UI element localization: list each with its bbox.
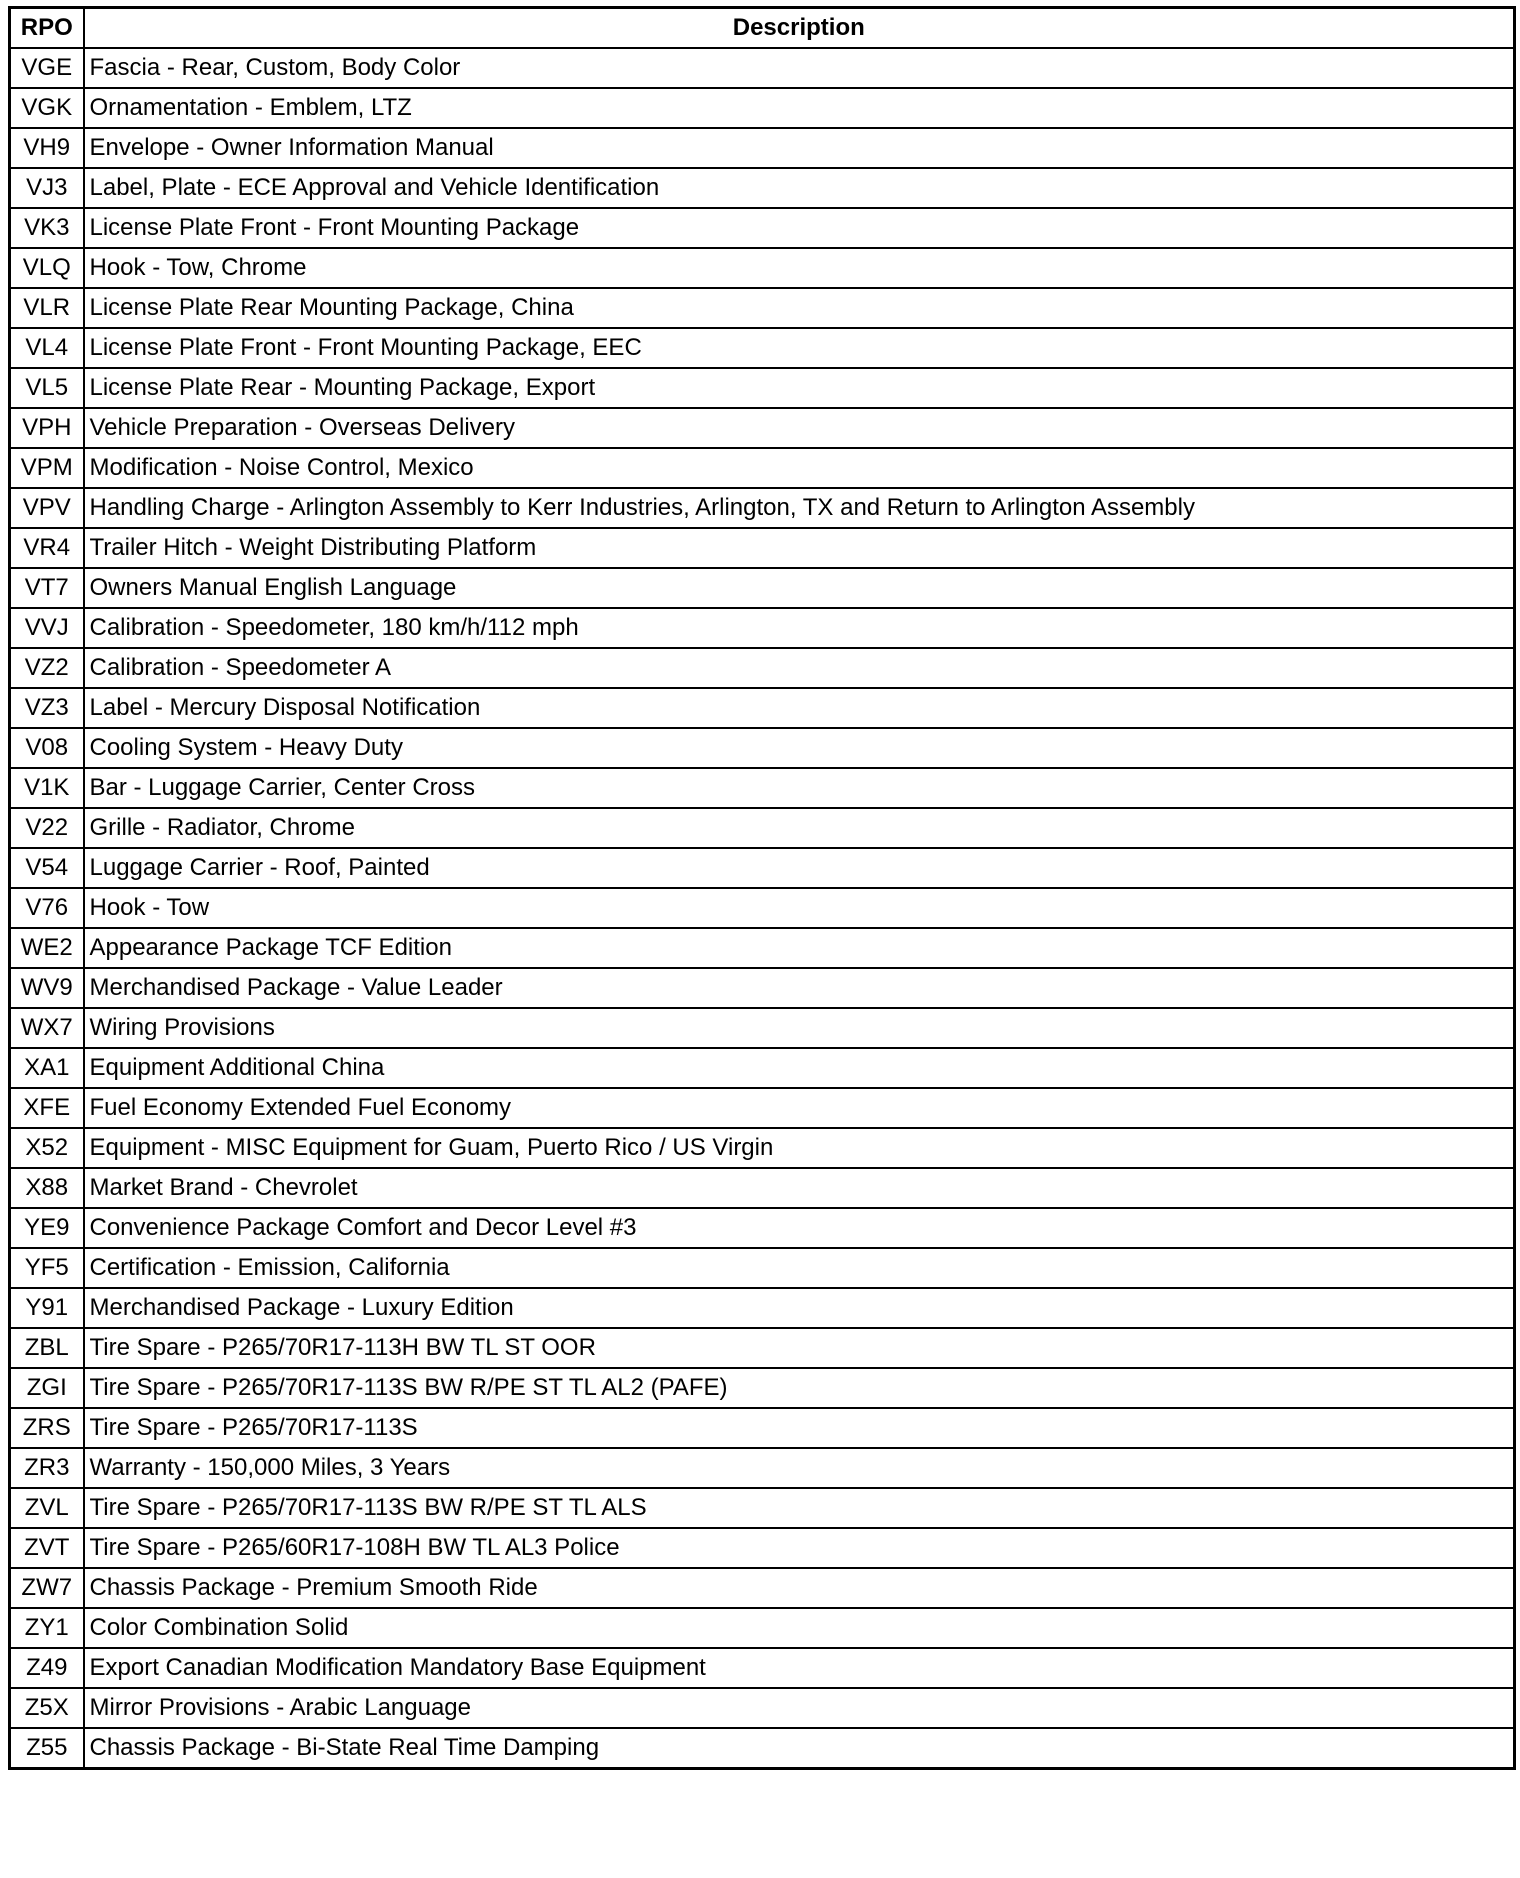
table-row bbox=[10, 1408, 1515, 1448]
header-row bbox=[10, 8, 1515, 49]
description-cell: Modification - Noise Control, Mexico bbox=[84, 448, 1515, 488]
rpo-code-cell: ZGI bbox=[10, 1368, 84, 1408]
description-cell: Chassis Package - Bi-State Real Time Damping bbox=[84, 1728, 1515, 1769]
description-cell: Bar - Luggage Carrier, Center Cross bbox=[84, 768, 1515, 808]
description-cell: Label - Mercury Disposal Notification bbox=[84, 688, 1515, 728]
rpo-code-cell: XA1 bbox=[10, 1048, 84, 1088]
table-row bbox=[10, 1368, 1515, 1408]
description-cell: Owners Manual English Language bbox=[84, 568, 1515, 608]
rpo-code-cell: VH9 bbox=[10, 128, 84, 168]
rpo-code-cell: ZVL bbox=[10, 1488, 84, 1528]
column-header-rpo: RPO bbox=[10, 8, 84, 49]
description-cell: Hook - Tow, Chrome bbox=[84, 248, 1515, 288]
rpo-code-cell: VZ3 bbox=[10, 688, 84, 728]
table-row bbox=[10, 408, 1515, 448]
description-cell: Equipment Additional China bbox=[84, 1048, 1515, 1088]
rpo-code-cell: X52 bbox=[10, 1128, 84, 1168]
rpo-code-cell: WE2 bbox=[10, 928, 84, 968]
rpo-code-cell: ZBL bbox=[10, 1328, 84, 1368]
table-row bbox=[10, 1008, 1515, 1048]
table-row bbox=[10, 768, 1515, 808]
description-cell: License Plate Rear - Mounting Package, Export bbox=[84, 368, 1515, 408]
rpo-code-cell: ZRS bbox=[10, 1408, 84, 1448]
table-row bbox=[10, 128, 1515, 168]
table-row bbox=[10, 1248, 1515, 1288]
description-cell: Tire Spare - P265/60R17-108H BW TL AL3 Police bbox=[84, 1528, 1515, 1568]
table-row bbox=[10, 1208, 1515, 1248]
rpo-code-cell: VLQ bbox=[10, 248, 84, 288]
rpo-code-cell: V1K bbox=[10, 768, 84, 808]
table-row bbox=[10, 968, 1515, 1008]
rpo-code-cell: YE9 bbox=[10, 1208, 84, 1248]
description-cell: Convenience Package Comfort and Decor Level #3 bbox=[84, 1208, 1515, 1248]
description-cell: Label, Plate - ECE Approval and Vehicle Identification bbox=[84, 168, 1515, 208]
description-cell: Fascia - Rear, Custom, Body Color bbox=[84, 48, 1515, 88]
table-row bbox=[10, 248, 1515, 288]
table-row bbox=[10, 288, 1515, 328]
description-cell: Luggage Carrier - Roof, Painted bbox=[84, 848, 1515, 888]
rpo-code-cell: YF5 bbox=[10, 1248, 84, 1288]
table-row bbox=[10, 648, 1515, 688]
rpo-code-cell: VL5 bbox=[10, 368, 84, 408]
table-row bbox=[10, 1128, 1515, 1168]
table-row bbox=[10, 488, 1515, 528]
rpo-code-cell: VT7 bbox=[10, 568, 84, 608]
document-page bbox=[8, 6, 1513, 1770]
table-row bbox=[10, 88, 1515, 128]
rpo-code-cell: Z5X bbox=[10, 1688, 84, 1728]
rpo-code-cell: X88 bbox=[10, 1168, 84, 1208]
description-cell: Tire Spare - P265/70R17-113S BW R/PE ST TL AL2 (PAFE) bbox=[84, 1368, 1515, 1408]
rpo-code-cell: VPV bbox=[10, 488, 84, 528]
rpo-code-cell: Z55 bbox=[10, 1728, 84, 1769]
description-cell: Equipment - MISC Equipment for Guam, Puerto Rico / US Virgin bbox=[84, 1128, 1515, 1168]
table-row bbox=[10, 1088, 1515, 1128]
table-row bbox=[10, 1568, 1515, 1608]
rpo-code-cell: VR4 bbox=[10, 528, 84, 568]
table-header bbox=[10, 8, 1515, 49]
description-cell: Handling Charge - Arlington Assembly to Kerr Industries, Arlington, TX and Return to Arlington Assembly bbox=[84, 488, 1515, 528]
table-row bbox=[10, 1328, 1515, 1368]
description-cell: Certification - Emission, California bbox=[84, 1248, 1515, 1288]
description-cell: Calibration - Speedometer, 180 km/h/112 mph bbox=[84, 608, 1515, 648]
description-cell: Fuel Economy Extended Fuel Economy bbox=[84, 1088, 1515, 1128]
rpo-code-cell: ZR3 bbox=[10, 1448, 84, 1488]
description-cell: License Plate Front - Front Mounting Package bbox=[84, 208, 1515, 248]
table-row bbox=[10, 328, 1515, 368]
rpo-code-cell: VZ2 bbox=[10, 648, 84, 688]
description-cell: License Plate Rear Mounting Package, China bbox=[84, 288, 1515, 328]
table-row bbox=[10, 568, 1515, 608]
table-body bbox=[10, 48, 1515, 1769]
rpo-code-cell: VK3 bbox=[10, 208, 84, 248]
rpo-code-cell: ZVT bbox=[10, 1528, 84, 1568]
table-row bbox=[10, 168, 1515, 208]
table-row bbox=[10, 1728, 1515, 1769]
description-cell: Calibration - Speedometer A bbox=[84, 648, 1515, 688]
description-cell: Appearance Package TCF Edition bbox=[84, 928, 1515, 968]
rpo-code-cell: VL4 bbox=[10, 328, 84, 368]
table-row bbox=[10, 1048, 1515, 1088]
table-row bbox=[10, 1528, 1515, 1568]
table-row bbox=[10, 808, 1515, 848]
table-row bbox=[10, 1168, 1515, 1208]
table-row bbox=[10, 48, 1515, 88]
table-row bbox=[10, 368, 1515, 408]
table-row bbox=[10, 848, 1515, 888]
rpo-code-cell: VVJ bbox=[10, 608, 84, 648]
rpo-code-cell: VLR bbox=[10, 288, 84, 328]
description-cell: Merchandised Package - Luxury Edition bbox=[84, 1288, 1515, 1328]
rpo-code-cell: ZY1 bbox=[10, 1608, 84, 1648]
description-cell: Hook - Tow bbox=[84, 888, 1515, 928]
table-row bbox=[10, 448, 1515, 488]
description-cell: Ornamentation - Emblem, LTZ bbox=[84, 88, 1515, 128]
description-cell: Vehicle Preparation - Overseas Delivery bbox=[84, 408, 1515, 448]
table-row bbox=[10, 208, 1515, 248]
description-cell: License Plate Front - Front Mounting Package, EEC bbox=[84, 328, 1515, 368]
rpo-code-cell: VGK bbox=[10, 88, 84, 128]
rpo-code-cell: V76 bbox=[10, 888, 84, 928]
table-row bbox=[10, 1288, 1515, 1328]
rpo-code-cell: V54 bbox=[10, 848, 84, 888]
description-cell: Tire Spare - P265/70R17-113S BW R/PE ST TL ALS bbox=[84, 1488, 1515, 1528]
table-row bbox=[10, 688, 1515, 728]
rpo-code-cell: V22 bbox=[10, 808, 84, 848]
rpo-code-cell: Z49 bbox=[10, 1648, 84, 1688]
description-cell: Grille - Radiator, Chrome bbox=[84, 808, 1515, 848]
table-row bbox=[10, 728, 1515, 768]
rpo-code-cell: WX7 bbox=[10, 1008, 84, 1048]
rpo-code-cell: VJ3 bbox=[10, 168, 84, 208]
table-row bbox=[10, 1448, 1515, 1488]
table-row bbox=[10, 1608, 1515, 1648]
column-header-description: Description bbox=[84, 8, 1515, 49]
description-cell: Cooling System - Heavy Duty bbox=[84, 728, 1515, 768]
rpo-code-cell: VPH bbox=[10, 408, 84, 448]
rpo-code-cell: VGE bbox=[10, 48, 84, 88]
table-row bbox=[10, 1488, 1515, 1528]
rpo-table bbox=[8, 6, 1516, 1770]
description-cell: Tire Spare - P265/70R17-113S bbox=[84, 1408, 1515, 1448]
rpo-code-cell: Y91 bbox=[10, 1288, 84, 1328]
rpo-code-cell: XFE bbox=[10, 1088, 84, 1128]
description-cell: Wiring Provisions bbox=[84, 1008, 1515, 1048]
description-cell: Warranty - 150,000 Miles, 3 Years bbox=[84, 1448, 1515, 1488]
description-cell: Color Combination Solid bbox=[84, 1608, 1515, 1648]
table-row bbox=[10, 528, 1515, 568]
rpo-code-cell: V08 bbox=[10, 728, 84, 768]
rpo-code-cell: VPM bbox=[10, 448, 84, 488]
table-row bbox=[10, 1648, 1515, 1688]
description-cell: Tire Spare - P265/70R17-113H BW TL ST OOR bbox=[84, 1328, 1515, 1368]
table-row bbox=[10, 888, 1515, 928]
table-row bbox=[10, 608, 1515, 648]
description-cell: Market Brand - Chevrolet bbox=[84, 1168, 1515, 1208]
description-cell: Trailer Hitch - Weight Distributing Platform bbox=[84, 528, 1515, 568]
rpo-code-cell: WV9 bbox=[10, 968, 84, 1008]
table-row bbox=[10, 1688, 1515, 1728]
description-cell: Mirror Provisions - Arabic Language bbox=[84, 1688, 1515, 1728]
description-cell: Export Canadian Modification Mandatory Base Equipment bbox=[84, 1648, 1515, 1688]
description-cell: Chassis Package - Premium Smooth Ride bbox=[84, 1568, 1515, 1608]
table-row bbox=[10, 928, 1515, 968]
rpo-code-cell: ZW7 bbox=[10, 1568, 84, 1608]
description-cell: Merchandised Package - Value Leader bbox=[84, 968, 1515, 1008]
description-cell: Envelope - Owner Information Manual bbox=[84, 128, 1515, 168]
